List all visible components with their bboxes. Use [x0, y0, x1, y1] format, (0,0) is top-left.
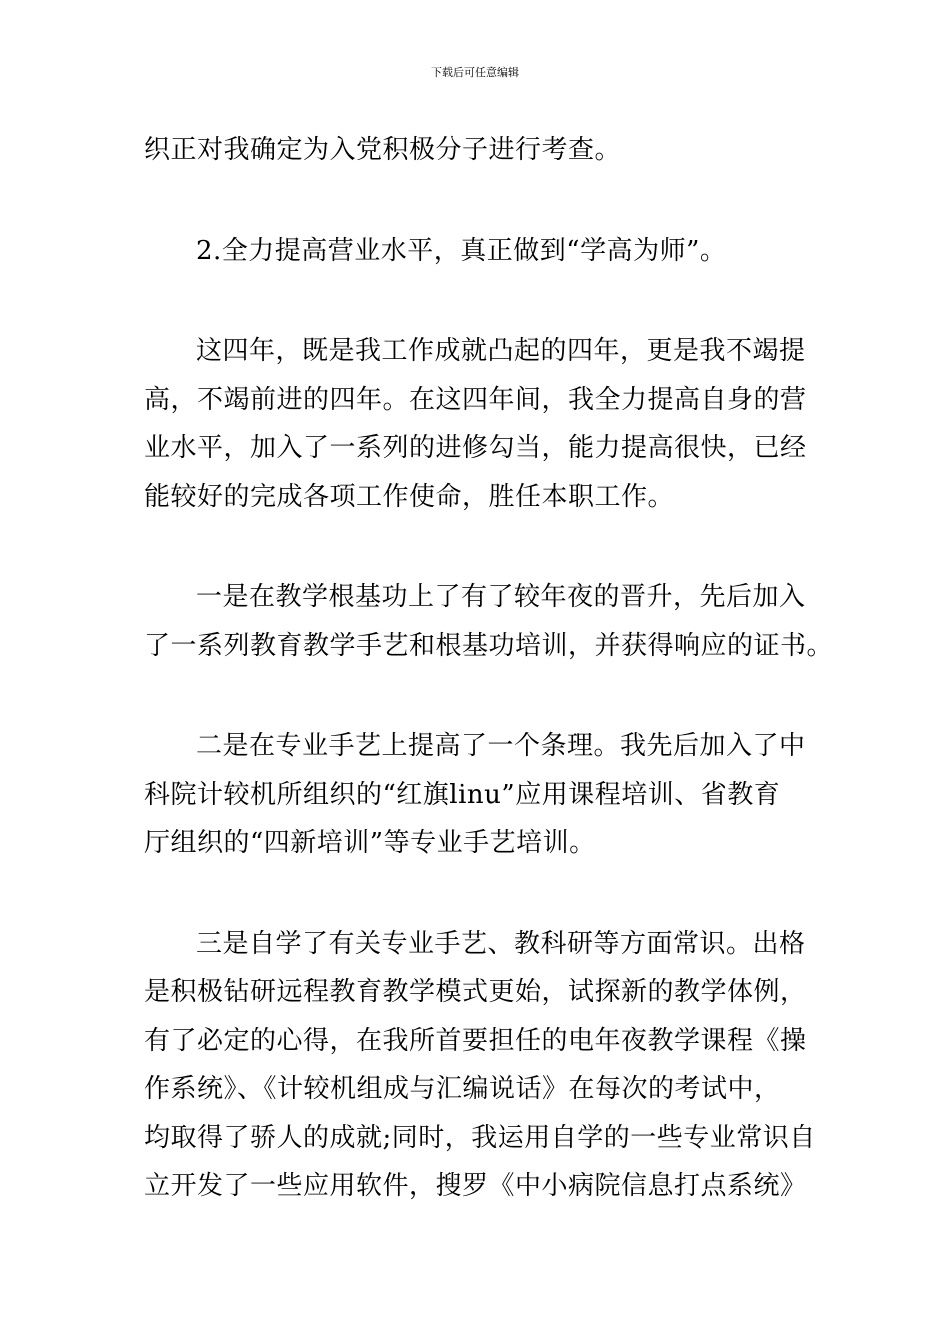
text-line: 厅组织的“四新培训”等专业手艺培训。 — [144, 828, 596, 858]
text-line: 一是在教学根基功上了有了较年夜的晋升，先后加入 — [196, 582, 806, 612]
text-line: 科院计较机所组织的“红旗linu”应用课程培训、省教育 — [144, 779, 781, 810]
text-line: 三是自学了有关专业手艺、教科研等方面常识。出格 — [196, 928, 806, 959]
text-line: 立开发了一些应用软件，搜罗《中小病院信息打点系统》 — [144, 1171, 807, 1201]
document-body — [144, 126, 834, 1263]
text-line: 业水平，加入了一系列的进修勾当，能力提高很快，已经 — [144, 433, 807, 463]
text-line: 这四年，既是我工作成就凸起的四年，更是我不竭提 — [196, 336, 806, 366]
text-line: 有了必定的心得，在我所首要担任的电年夜教学课程《操 — [144, 1025, 807, 1056]
text-line: 是积极钻研远程教育教学模式更始，试探新的教学体例， — [144, 977, 807, 1007]
text-line: 织正对我确定为入党积极分子进行考查。 — [144, 135, 622, 165]
paragraph-3 — [144, 327, 808, 521]
text-line: 均取得了骄人的成就;同时，我运用自学的一些专业常识自 — [144, 1122, 816, 1153]
paragraph-6 — [144, 920, 816, 1211]
text-line: 2.全力提高营业水平，真正做到“学高为师”。 — [196, 235, 727, 266]
paragraph-2-heading — [144, 227, 808, 276]
page-header: 下载后可任意编辑 — [431, 66, 519, 79]
paragraph-5 — [144, 722, 808, 868]
text-line: 能较好的完成各项工作使命，胜任本职工作。 — [144, 481, 675, 512]
paragraph-4 — [144, 573, 834, 670]
text-line: 高，不竭前进的四年。在这四年间，我全力提高自身的营 — [144, 384, 807, 415]
text-line: 作系统》、《计较机组成与汇编说话》在每次的考试中， — [144, 1074, 781, 1104]
text-line: 二是在专业手艺上提高了一个条理。我先后加入了中 — [196, 731, 806, 761]
paragraph-1 — [144, 126, 808, 175]
text-line: 了一系列教育教学手艺和根基功培训，并获得响应的证书。 — [144, 630, 834, 661]
